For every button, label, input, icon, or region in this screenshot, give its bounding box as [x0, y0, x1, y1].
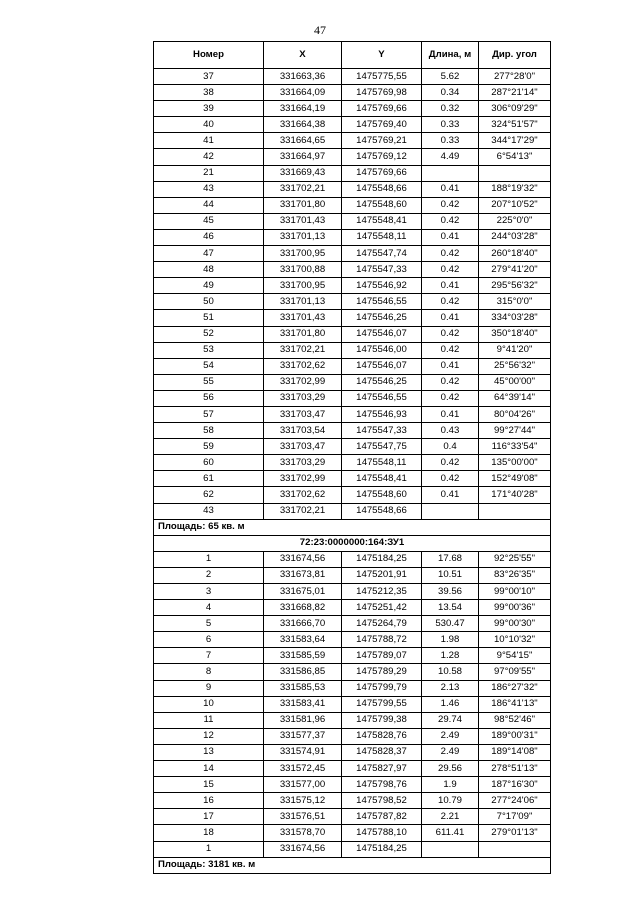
- table-row: [154, 117, 551, 133]
- point-number-cell: 62: [154, 487, 264, 503]
- length-cell: 1.98: [422, 632, 479, 648]
- point-number-cell: 16: [154, 793, 264, 809]
- table-row: [154, 567, 551, 583]
- point-number-cell: 58: [154, 423, 264, 439]
- header-length: Длина, м: [422, 42, 479, 69]
- length-cell: 29.56: [422, 761, 479, 777]
- point-number-cell: 3: [154, 584, 264, 600]
- length-cell: 10.58: [422, 664, 479, 680]
- point-number-cell: 43: [154, 181, 264, 197]
- bearing-angle-cell: 344°17'29": [479, 133, 551, 149]
- y-coordinate-cell: 1475212,35: [342, 584, 422, 600]
- table-row: [154, 213, 551, 229]
- length-cell: 0.4: [422, 439, 479, 455]
- table-row: [154, 165, 551, 181]
- x-coordinate-cell: 331668,82: [264, 600, 342, 616]
- y-coordinate-cell: 1475548,41: [342, 471, 422, 487]
- table-row: [154, 551, 551, 567]
- point-number-cell: 12: [154, 728, 264, 744]
- bearing-angle-cell: 186°27'32": [479, 680, 551, 696]
- y-coordinate-cell: 1475546,55: [342, 294, 422, 310]
- bearing-angle-cell: 45°00'00": [479, 374, 551, 390]
- point-number-cell: 39: [154, 101, 264, 117]
- table-row: [154, 777, 551, 793]
- length-cell: 0.42: [422, 213, 479, 229]
- y-coordinate-cell: 1475184,25: [342, 841, 422, 857]
- point-number-cell: 51: [154, 310, 264, 326]
- bearing-angle-cell: 99°00'36": [479, 600, 551, 616]
- length-cell: 0.42: [422, 342, 479, 358]
- x-coordinate-cell: 331583,64: [264, 632, 342, 648]
- table-header-row: [154, 42, 551, 69]
- bearing-angle-cell: 189°00'31": [479, 728, 551, 744]
- table-row: [154, 632, 551, 648]
- point-number-cell: 37: [154, 69, 264, 85]
- length-cell: 0.42: [422, 197, 479, 213]
- point-number-cell: 42: [154, 149, 264, 165]
- bearing-angle-cell: 315°0'0": [479, 294, 551, 310]
- point-number-cell: 41: [154, 133, 264, 149]
- point-number-cell: 48: [154, 262, 264, 278]
- point-number-cell: 8: [154, 664, 264, 680]
- bearing-angle-cell: 97°09'55": [479, 664, 551, 680]
- x-coordinate-cell: 331583,41: [264, 696, 342, 712]
- table-row: [154, 262, 551, 278]
- table-row: [154, 133, 551, 149]
- x-coordinate-cell: 331664,38: [264, 117, 342, 133]
- y-coordinate-cell: 1475547,75: [342, 439, 422, 455]
- y-coordinate-cell: 1475799,55: [342, 696, 422, 712]
- bearing-angle-cell: 260°18'40": [479, 246, 551, 262]
- y-coordinate-cell: 1475546,25: [342, 310, 422, 326]
- length-cell: 530.47: [422, 616, 479, 632]
- bearing-angle-cell: 116°33'54": [479, 439, 551, 455]
- y-coordinate-cell: 1475769,12: [342, 149, 422, 165]
- point-number-cell: 45: [154, 213, 264, 229]
- length-cell: 10.51: [422, 567, 479, 583]
- point-number-cell: 54: [154, 358, 264, 374]
- x-coordinate-cell: 331703,29: [264, 455, 342, 471]
- length-cell: 10.79: [422, 793, 479, 809]
- x-coordinate-cell: 331702,62: [264, 487, 342, 503]
- y-coordinate-cell: 1475548,66: [342, 181, 422, 197]
- area-label: Площадь: 3181 кв. м: [154, 857, 551, 873]
- x-coordinate-cell: 331702,99: [264, 374, 342, 390]
- table-row: [154, 181, 551, 197]
- point-number-cell: 53: [154, 342, 264, 358]
- coordinates-table: [153, 41, 551, 874]
- length-cell: 0.41: [422, 358, 479, 374]
- x-coordinate-cell: 331664,65: [264, 133, 342, 149]
- bearing-angle-cell: 92°25'55": [479, 551, 551, 567]
- x-coordinate-cell: 331575,12: [264, 793, 342, 809]
- table-row: [154, 326, 551, 342]
- x-coordinate-cell: 331578,70: [264, 825, 342, 841]
- y-coordinate-cell: 1475775,55: [342, 69, 422, 85]
- bearing-angle-cell: 9°41'20": [479, 342, 551, 358]
- table-row: [154, 197, 551, 213]
- bearing-angle-cell: 9°54'15": [479, 648, 551, 664]
- header-x: X: [264, 42, 342, 69]
- table-row: [154, 809, 551, 825]
- bearing-angle-cell: 295°56'32": [479, 278, 551, 294]
- x-coordinate-cell: 331664,19: [264, 101, 342, 117]
- bearing-angle-cell: 225°0'0": [479, 213, 551, 229]
- x-coordinate-cell: 331585,59: [264, 648, 342, 664]
- x-coordinate-cell: 331669,43: [264, 165, 342, 181]
- table-row: [154, 229, 551, 245]
- x-coordinate-cell: 331572,45: [264, 761, 342, 777]
- table-row: [154, 358, 551, 374]
- y-coordinate-cell: 1475548,60: [342, 197, 422, 213]
- table-row: [154, 696, 551, 712]
- area-label: Площадь: 65 кв. м: [154, 519, 551, 535]
- length-cell: 1.46: [422, 696, 479, 712]
- point-number-cell: 21: [154, 165, 264, 181]
- page-number: 47: [314, 23, 326, 37]
- table-row: [154, 294, 551, 310]
- point-number-cell: 50: [154, 294, 264, 310]
- y-coordinate-cell: 1475546,07: [342, 326, 422, 342]
- bearing-angle-cell: 152°49'08": [479, 471, 551, 487]
- point-number-cell: 57: [154, 406, 264, 422]
- table-row: [154, 310, 551, 326]
- x-coordinate-cell: 331663,36: [264, 69, 342, 85]
- point-number-cell: 15: [154, 777, 264, 793]
- point-number-cell: 38: [154, 85, 264, 101]
- y-coordinate-cell: 1475546,07: [342, 358, 422, 374]
- x-coordinate-cell: 331581,96: [264, 712, 342, 728]
- y-coordinate-cell: 1475546,55: [342, 390, 422, 406]
- y-coordinate-cell: 1475201,91: [342, 567, 422, 583]
- length-cell: 0.41: [422, 487, 479, 503]
- point-number-cell: 40: [154, 117, 264, 133]
- y-coordinate-cell: 1475769,40: [342, 117, 422, 133]
- length-cell: 13.54: [422, 600, 479, 616]
- x-coordinate-cell: 331700,95: [264, 246, 342, 262]
- bearing-angle-cell: 98°52'46": [479, 712, 551, 728]
- y-coordinate-cell: 1475799,79: [342, 680, 422, 696]
- bearing-angle-cell: 350°18'40": [479, 326, 551, 342]
- y-coordinate-cell: 1475548,60: [342, 487, 422, 503]
- length-cell: 611.41: [422, 825, 479, 841]
- table-row: [154, 616, 551, 632]
- length-cell: [422, 165, 479, 181]
- x-coordinate-cell: 331702,21: [264, 342, 342, 358]
- table-row: [154, 69, 551, 85]
- x-coordinate-cell: 331703,29: [264, 390, 342, 406]
- table-row: [154, 406, 551, 422]
- x-coordinate-cell: 331702,21: [264, 503, 342, 519]
- length-cell: 0.33: [422, 133, 479, 149]
- bearing-angle-cell: 135°00'00": [479, 455, 551, 471]
- x-coordinate-cell: 331702,62: [264, 358, 342, 374]
- bearing-angle-cell: 287°21'14": [479, 85, 551, 101]
- length-cell: 1.9: [422, 777, 479, 793]
- table-row: [154, 664, 551, 680]
- bearing-angle-cell: 334°03'28": [479, 310, 551, 326]
- table-row: [154, 471, 551, 487]
- length-cell: [422, 503, 479, 519]
- header-angle: Дир. угол: [479, 42, 551, 69]
- point-number-cell: 61: [154, 471, 264, 487]
- x-coordinate-cell: 331664,09: [264, 85, 342, 101]
- table-row: [154, 101, 551, 117]
- point-number-cell: 59: [154, 439, 264, 455]
- table-row: [154, 728, 551, 744]
- table-row: [154, 600, 551, 616]
- table-row: [154, 584, 551, 600]
- point-number-cell: 9: [154, 680, 264, 696]
- x-coordinate-cell: 331703,47: [264, 406, 342, 422]
- y-coordinate-cell: 1475184,25: [342, 551, 422, 567]
- y-coordinate-cell: 1475769,98: [342, 85, 422, 101]
- point-number-cell: 1: [154, 841, 264, 857]
- y-coordinate-cell: 1475769,21: [342, 133, 422, 149]
- point-number-cell: 14: [154, 761, 264, 777]
- table-row: [154, 761, 551, 777]
- x-coordinate-cell: 331701,13: [264, 229, 342, 245]
- table-body: [154, 69, 551, 874]
- x-coordinate-cell: 331703,54: [264, 423, 342, 439]
- y-coordinate-cell: 1475788,72: [342, 632, 422, 648]
- y-coordinate-cell: 1475547,33: [342, 423, 422, 439]
- length-cell: 0.41: [422, 310, 479, 326]
- section-title-row: [154, 535, 551, 551]
- length-cell: 0.42: [422, 471, 479, 487]
- point-number-cell: 56: [154, 390, 264, 406]
- table-row: [154, 439, 551, 455]
- bearing-angle-cell: 306°09'29": [479, 101, 551, 117]
- bearing-angle-cell: 186°41'13": [479, 696, 551, 712]
- point-number-cell: 47: [154, 246, 264, 262]
- table-row: [154, 503, 551, 519]
- x-coordinate-cell: 331700,95: [264, 278, 342, 294]
- x-coordinate-cell: 331701,43: [264, 310, 342, 326]
- x-coordinate-cell: 331586,85: [264, 664, 342, 680]
- bearing-angle-cell: 6°54'13": [479, 149, 551, 165]
- y-coordinate-cell: 1475251,42: [342, 600, 422, 616]
- table-row: [154, 390, 551, 406]
- point-number-cell: 49: [154, 278, 264, 294]
- x-coordinate-cell: 331701,80: [264, 197, 342, 213]
- length-cell: 0.42: [422, 374, 479, 390]
- length-cell: 2.49: [422, 728, 479, 744]
- length-cell: 0.33: [422, 117, 479, 133]
- bearing-angle-cell: 189°14'08": [479, 744, 551, 760]
- point-number-cell: 4: [154, 600, 264, 616]
- y-coordinate-cell: 1475798,76: [342, 777, 422, 793]
- point-number-cell: 52: [154, 326, 264, 342]
- header-number: Номер: [154, 42, 264, 69]
- x-coordinate-cell: 331673,81: [264, 567, 342, 583]
- x-coordinate-cell: 331666,70: [264, 616, 342, 632]
- point-number-cell: 43: [154, 503, 264, 519]
- bearing-angle-cell: 99°27'44": [479, 423, 551, 439]
- point-number-cell: 13: [154, 744, 264, 760]
- bearing-angle-cell: [479, 841, 551, 857]
- table-row: [154, 841, 551, 857]
- table-row: [154, 423, 551, 439]
- length-cell: 5.62: [422, 69, 479, 85]
- bearing-angle-cell: 278°51'13": [479, 761, 551, 777]
- x-coordinate-cell: 331576,51: [264, 809, 342, 825]
- area-label-row: [154, 519, 551, 535]
- x-coordinate-cell: 331702,21: [264, 181, 342, 197]
- length-cell: 39.56: [422, 584, 479, 600]
- length-cell: 0.42: [422, 390, 479, 406]
- bearing-angle-cell: 187°16'30": [479, 777, 551, 793]
- table-row: [154, 342, 551, 358]
- y-coordinate-cell: 1475827,97: [342, 761, 422, 777]
- y-coordinate-cell: 1475787,82: [342, 809, 422, 825]
- table-row: [154, 680, 551, 696]
- y-coordinate-cell: 1475547,74: [342, 246, 422, 262]
- length-cell: 17.68: [422, 551, 479, 567]
- table-row: [154, 648, 551, 664]
- point-number-cell: 60: [154, 455, 264, 471]
- x-coordinate-cell: 331701,43: [264, 213, 342, 229]
- y-coordinate-cell: 1475546,25: [342, 374, 422, 390]
- point-number-cell: 17: [154, 809, 264, 825]
- bearing-angle-cell: 277°28'0": [479, 69, 551, 85]
- table-row: [154, 246, 551, 262]
- bearing-angle-cell: 83°26'35": [479, 567, 551, 583]
- x-coordinate-cell: 331703,47: [264, 439, 342, 455]
- table-row: [154, 825, 551, 841]
- bearing-angle-cell: 244°03'28": [479, 229, 551, 245]
- x-coordinate-cell: 331675,01: [264, 584, 342, 600]
- length-cell: 2.49: [422, 744, 479, 760]
- table-row: [154, 793, 551, 809]
- length-cell: 0.42: [422, 246, 479, 262]
- y-coordinate-cell: 1475548,11: [342, 455, 422, 471]
- point-number-cell: 6: [154, 632, 264, 648]
- table-row: [154, 85, 551, 101]
- point-number-cell: 1: [154, 551, 264, 567]
- length-cell: 0.41: [422, 229, 479, 245]
- bearing-angle-cell: 188°19'32": [479, 181, 551, 197]
- length-cell: 0.43: [422, 423, 479, 439]
- section-title: 72:23:0000000:164:ЗУ1: [154, 535, 551, 551]
- bearing-angle-cell: 277°24'06": [479, 793, 551, 809]
- x-coordinate-cell: 331701,13: [264, 294, 342, 310]
- length-cell: 0.34: [422, 85, 479, 101]
- x-coordinate-cell: 331674,56: [264, 551, 342, 567]
- bearing-angle-cell: [479, 503, 551, 519]
- y-coordinate-cell: 1475264,79: [342, 616, 422, 632]
- y-coordinate-cell: 1475798,52: [342, 793, 422, 809]
- length-cell: 4.49: [422, 149, 479, 165]
- point-number-cell: 46: [154, 229, 264, 245]
- length-cell: 0.42: [422, 455, 479, 471]
- length-cell: 2.13: [422, 680, 479, 696]
- y-coordinate-cell: 1475789,29: [342, 664, 422, 680]
- length-cell: 0.42: [422, 326, 479, 342]
- bearing-angle-cell: 99°00'10": [479, 584, 551, 600]
- point-number-cell: 11: [154, 712, 264, 728]
- header-y: Y: [342, 42, 422, 69]
- y-coordinate-cell: 1475546,92: [342, 278, 422, 294]
- table-row: [154, 487, 551, 503]
- y-coordinate-cell: 1475769,66: [342, 165, 422, 181]
- point-number-cell: 2: [154, 567, 264, 583]
- table-row: [154, 744, 551, 760]
- x-coordinate-cell: 331585,53: [264, 680, 342, 696]
- bearing-angle-cell: 324°51'57": [479, 117, 551, 133]
- y-coordinate-cell: 1475828,76: [342, 728, 422, 744]
- point-number-cell: 55: [154, 374, 264, 390]
- bearing-angle-cell: 80°04'26": [479, 406, 551, 422]
- area-label-row: [154, 857, 551, 873]
- bearing-angle-cell: 25°56'32": [479, 358, 551, 374]
- y-coordinate-cell: 1475548,11: [342, 229, 422, 245]
- y-coordinate-cell: 1475548,66: [342, 503, 422, 519]
- length-cell: 0.41: [422, 278, 479, 294]
- y-coordinate-cell: 1475799,38: [342, 712, 422, 728]
- length-cell: 29.74: [422, 712, 479, 728]
- bearing-angle-cell: 10°10'32": [479, 632, 551, 648]
- point-number-cell: 10: [154, 696, 264, 712]
- table-row: [154, 712, 551, 728]
- x-coordinate-cell: 331701,80: [264, 326, 342, 342]
- length-cell: 0.41: [422, 406, 479, 422]
- table-row: [154, 278, 551, 294]
- x-coordinate-cell: 331664,97: [264, 149, 342, 165]
- length-cell: 0.41: [422, 181, 479, 197]
- y-coordinate-cell: 1475546,00: [342, 342, 422, 358]
- table-row: [154, 149, 551, 165]
- point-number-cell: 7: [154, 648, 264, 664]
- x-coordinate-cell: 331577,00: [264, 777, 342, 793]
- y-coordinate-cell: 1475548,41: [342, 213, 422, 229]
- length-cell: 1.28: [422, 648, 479, 664]
- y-coordinate-cell: 1475546,93: [342, 406, 422, 422]
- bearing-angle-cell: 7°17'09": [479, 809, 551, 825]
- y-coordinate-cell: 1475828,37: [342, 744, 422, 760]
- table-row: [154, 455, 551, 471]
- x-coordinate-cell: 331700,88: [264, 262, 342, 278]
- point-number-cell: 18: [154, 825, 264, 841]
- bearing-angle-cell: 207°10'52": [479, 197, 551, 213]
- bearing-angle-cell: 64°39'14": [479, 390, 551, 406]
- x-coordinate-cell: 331674,56: [264, 841, 342, 857]
- bearing-angle-cell: 279°41'20": [479, 262, 551, 278]
- length-cell: 0.42: [422, 262, 479, 278]
- bearing-angle-cell: [479, 165, 551, 181]
- length-cell: 2.21: [422, 809, 479, 825]
- bearing-angle-cell: 279°01'13": [479, 825, 551, 841]
- y-coordinate-cell: 1475789,07: [342, 648, 422, 664]
- y-coordinate-cell: 1475769,66: [342, 101, 422, 117]
- length-cell: 0.32: [422, 101, 479, 117]
- point-number-cell: 44: [154, 197, 264, 213]
- y-coordinate-cell: 1475547,33: [342, 262, 422, 278]
- length-cell: [422, 841, 479, 857]
- table-row: [154, 374, 551, 390]
- bearing-angle-cell: 99°00'30": [479, 616, 551, 632]
- point-number-cell: 5: [154, 616, 264, 632]
- y-coordinate-cell: 1475788,10: [342, 825, 422, 841]
- x-coordinate-cell: 331702,99: [264, 471, 342, 487]
- length-cell: 0.42: [422, 294, 479, 310]
- x-coordinate-cell: 331577,37: [264, 728, 342, 744]
- bearing-angle-cell: 171°40'28": [479, 487, 551, 503]
- x-coordinate-cell: 331574,91: [264, 744, 342, 760]
